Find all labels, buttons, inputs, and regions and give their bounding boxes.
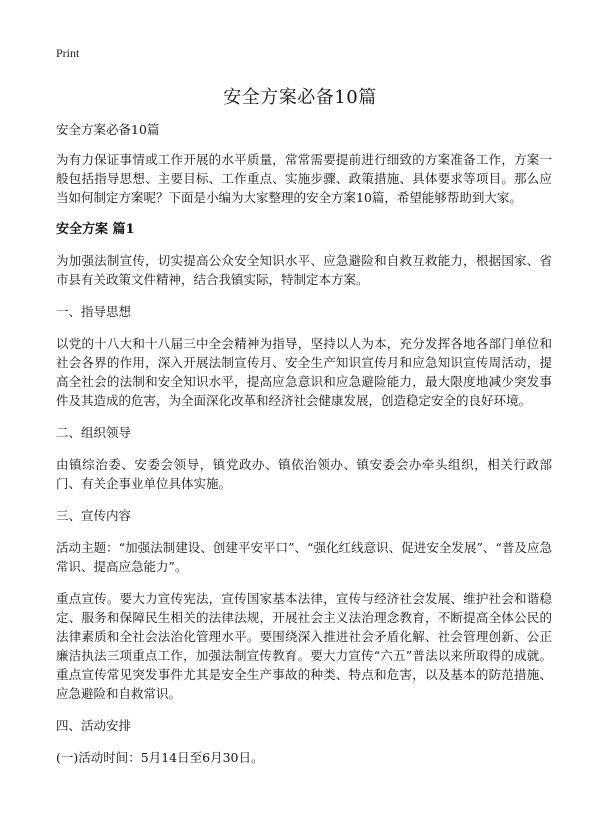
paragraph-organization: 由镇综治委、安委会领导，镇党政办、镇依治领办、镇安委会办牵头组织，相关行政部门、有关企事业单位具体实施。 xyxy=(56,457,552,491)
print-link[interactable]: Print xyxy=(56,46,80,60)
heading-activity-arrangement: 四、活动安排 xyxy=(56,718,132,733)
document-title: 安全方案必备10篇 xyxy=(223,87,377,108)
heading-organization: 二、组织领导 xyxy=(56,425,132,440)
heading-publicity-content: 三、宣传内容 xyxy=(56,508,132,523)
section-intro-paragraph: 为加强法制宣传，切实提高公众安全知识水平、应急避险和自救互救能力，根据国家、省市县有关政策文件精神，结合我镇实际，特制定本方案。 xyxy=(56,253,552,287)
paragraph-activity-theme: 活动主题：“加强法制建设、创建平安平口”、“强化红线意识、促进安全发展”、“普及应急常识、提高应急能力”。 xyxy=(56,540,552,574)
intro-paragraph: 为有力保证事情或工作开展的水平质量，常常需要提前进行细致的方案准备工作，方案一般包括指导思想、主要目标、工作重点、实施步骤、政策措施、具体要求等项目。那么应当如何制定方案呢？下面是小编为大家整理的安全方案10篇，希望能够帮助到大家。 xyxy=(56,152,552,205)
document-body xyxy=(56,120,552,780)
paragraph-activity-time: (一)活动时间：5月14日至6月30日。 xyxy=(56,750,264,765)
paragraph-key-publicity: 重点宣传。要大力宣传宪法，宣传国家基本法律，宣传与经济社会发展、维护社会和谐稳定、服务和保障民生相关的法律法规，开展社会主义法治理念教育，不断提高全体公民的法律素质和全社会法治化管理水平。要围绕深入推进社会矛盾化解、社会管理创新、公正廉洁执法三项重点工作，加强法制宣传教育。要大力宣传“六五”普法以来所取得的成就。重点宣传常见突发事件尤其是安全生产事故的种类、特点和危害，以及基本的防范措施、应急避险和自救常识。 xyxy=(56,591,552,701)
section-title: 安全方案 篇1 xyxy=(56,222,135,237)
heading-guiding-ideology: 一、指导思想 xyxy=(56,304,132,319)
document-subtitle: 安全方案必备10篇 xyxy=(56,122,160,137)
paragraph-guiding-ideology: 以党的十八大和十八届三中全会精神为指导，坚持以人为本，充分发挥各地各部门单位和社会各界的作用，深入开展法制宣传月、安全生产知识宣传月和应急知识宣传周活动，提高全社会的法制和安全知识水平，提高应急意识和应急避险能力，最大限度地减少突发事件及其造成的危害，为全面深化改革和经济社会健康发展，创造稳定安全的良好环境。 xyxy=(56,336,552,408)
